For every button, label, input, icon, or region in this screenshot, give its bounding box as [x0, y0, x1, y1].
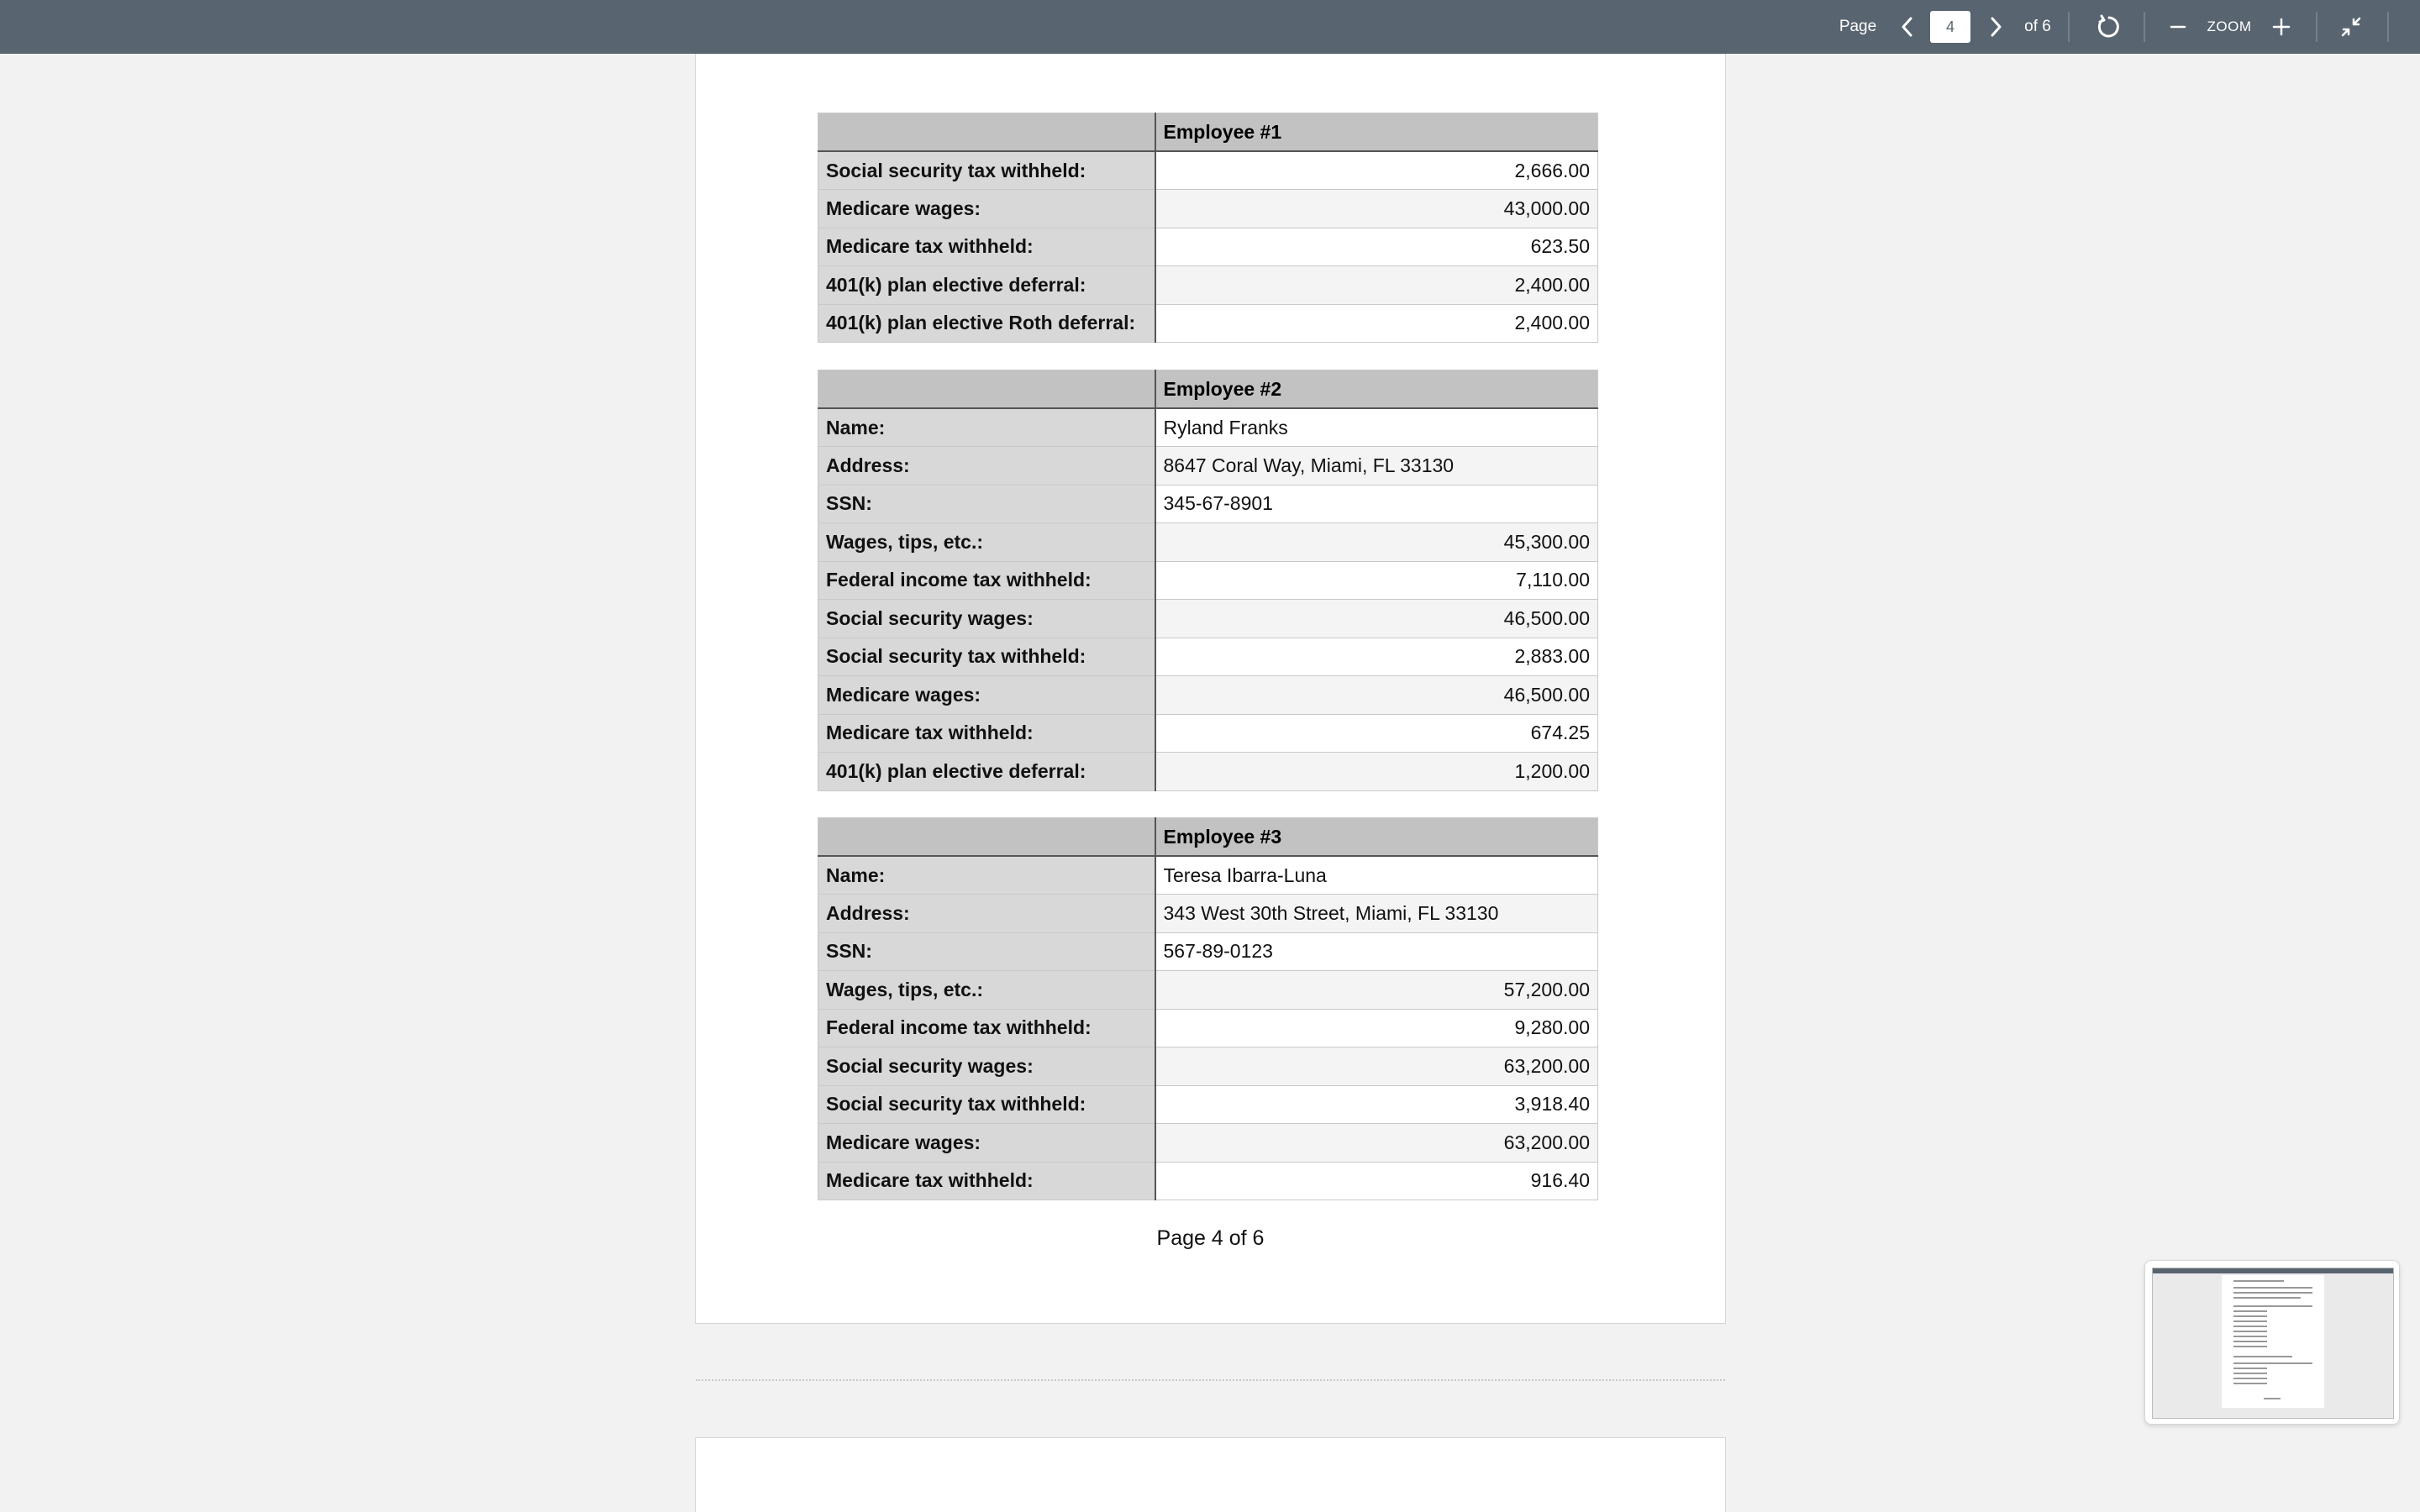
field-label: Social security tax withheld: [818, 638, 1155, 676]
field-value: 63,200.00 [1155, 1124, 1598, 1163]
chevron-left-icon[interactable] [1893, 0, 1922, 54]
field-label: Federal income tax withheld: [818, 561, 1155, 600]
table-header: Employee #2 [1155, 370, 1598, 409]
field-value: 1,200.00 [1155, 753, 1598, 791]
field-value: Teresa Ibarra-Luna [1155, 856, 1598, 895]
field-label: Address: [818, 895, 1155, 933]
table-row [818, 408, 1598, 447]
field-label: Medicare tax withheld: [818, 714, 1155, 753]
pdf-toolbar [0, 0, 2420, 54]
employee-1-table [818, 113, 1598, 343]
field-value: 345-67-8901 [1155, 485, 1598, 523]
toolbar-divider [2144, 12, 2145, 42]
field-value: 7,110.00 [1155, 561, 1598, 600]
table-row [818, 1162, 1598, 1200]
field-value: 2,400.00 [1155, 266, 1598, 305]
thumbnail-page [2222, 1275, 2324, 1408]
page-label: Page [1839, 18, 1877, 35]
zoom-label: ZOOM [2207, 18, 2252, 34]
field-label: 401(k) plan elective deferral: [818, 753, 1155, 791]
document-page [695, 54, 1726, 1324]
table-row [818, 753, 1598, 791]
field-label: Wages, tips, etc.: [818, 971, 1155, 1010]
field-value: 674.25 [1155, 714, 1598, 753]
table-row [818, 485, 1598, 523]
field-label: Medicare wages: [818, 190, 1155, 228]
field-label: Medicare tax withheld: [818, 1162, 1155, 1200]
field-value: 567-89-0123 [1155, 932, 1598, 971]
toolbar-divider [2068, 12, 2070, 42]
table-row [818, 151, 1598, 190]
field-value: 8647 Coral Way, Miami, FL 33130 [1155, 447, 1598, 486]
field-label: Wages, tips, etc.: [818, 523, 1155, 562]
table-header-blank [818, 113, 1155, 152]
field-value: 623.50 [1155, 228, 1598, 266]
table-header-blank [818, 818, 1155, 857]
table-row [818, 676, 1598, 715]
table-row [818, 856, 1598, 895]
field-label: SSN: [818, 932, 1155, 971]
page-total: of 6 [2024, 18, 2051, 35]
table-header: Employee #1 [1155, 113, 1598, 152]
field-label: SSN: [818, 485, 1155, 523]
table-row [818, 714, 1598, 753]
thumbnail-toolbar [2153, 1268, 2393, 1273]
table-row [818, 895, 1598, 933]
table-row [818, 600, 1598, 638]
employee-3-table [818, 817, 1598, 1200]
table-row [818, 523, 1598, 562]
field-label: 401(k) plan elective Roth deferral: [818, 304, 1155, 343]
field-value: 63,200.00 [1155, 1047, 1598, 1086]
field-label: Medicare wages: [818, 1124, 1155, 1163]
toolbar-divider [2316, 12, 2317, 42]
table-header-blank [818, 370, 1155, 409]
document-next-page [695, 1437, 1726, 1512]
table-row [818, 932, 1598, 971]
table-row [818, 971, 1598, 1010]
field-value: 2,400.00 [1155, 304, 1598, 343]
table-row [818, 638, 1598, 676]
field-value: 43,000.00 [1155, 190, 1598, 228]
table-row [818, 1009, 1598, 1047]
field-value: 45,300.00 [1155, 523, 1598, 562]
toolbar-divider [2387, 12, 2389, 42]
rotate-icon[interactable] [2092, 0, 2126, 54]
table-header: Employee #3 [1155, 818, 1598, 857]
page-number-input[interactable] [1930, 11, 1970, 43]
field-label: Federal income tax withheld: [818, 1009, 1155, 1047]
field-label: 401(k) plan elective deferral: [818, 266, 1155, 305]
page-thumbnail-navigator[interactable] [2144, 1260, 2400, 1425]
table-row [818, 1085, 1598, 1124]
field-label: Name: [818, 856, 1155, 895]
field-value: 2,883.00 [1155, 638, 1598, 676]
field-label: Social security wages: [818, 1047, 1155, 1086]
field-label: Address: [818, 447, 1155, 486]
collapse-icon[interactable] [2337, 0, 2365, 54]
page-separator [696, 1379, 1725, 1381]
field-label: Social security wages: [818, 600, 1155, 638]
field-value: Ryland Franks [1155, 408, 1598, 447]
field-value: 343 West 30th Street, Miami, FL 33130 [1155, 895, 1598, 933]
field-value: 9,280.00 [1155, 1009, 1598, 1047]
field-value: 46,500.00 [1155, 676, 1598, 715]
table-row [818, 228, 1598, 266]
table-row [818, 1047, 1598, 1086]
table-row [818, 1124, 1598, 1163]
field-label: Medicare wages: [818, 676, 1155, 715]
table-row [818, 190, 1598, 228]
field-label: Name: [818, 408, 1155, 447]
field-value: 3,918.40 [1155, 1085, 1598, 1124]
field-label: Social security tax withheld: [818, 1085, 1155, 1124]
field-value: 916.40 [1155, 1162, 1598, 1200]
field-label: Social security tax withheld: [818, 151, 1155, 190]
minus-icon[interactable] [2166, 0, 2190, 54]
field-value: 2,666.00 [1155, 151, 1598, 190]
page-footer: Page 4 of 6 [1156, 1226, 1265, 1250]
table-row [818, 561, 1598, 600]
field-label: Medicare tax withheld: [818, 228, 1155, 266]
table-row [818, 266, 1598, 305]
plus-icon[interactable] [2269, 0, 2294, 54]
employee-2-table [818, 370, 1598, 791]
chevron-right-icon[interactable] [1981, 0, 2010, 54]
field-value: 57,200.00 [1155, 971, 1598, 1010]
table-row [818, 447, 1598, 486]
field-value: 46,500.00 [1155, 600, 1598, 638]
table-row [818, 304, 1598, 343]
thumbnail-preview [2152, 1268, 2394, 1419]
